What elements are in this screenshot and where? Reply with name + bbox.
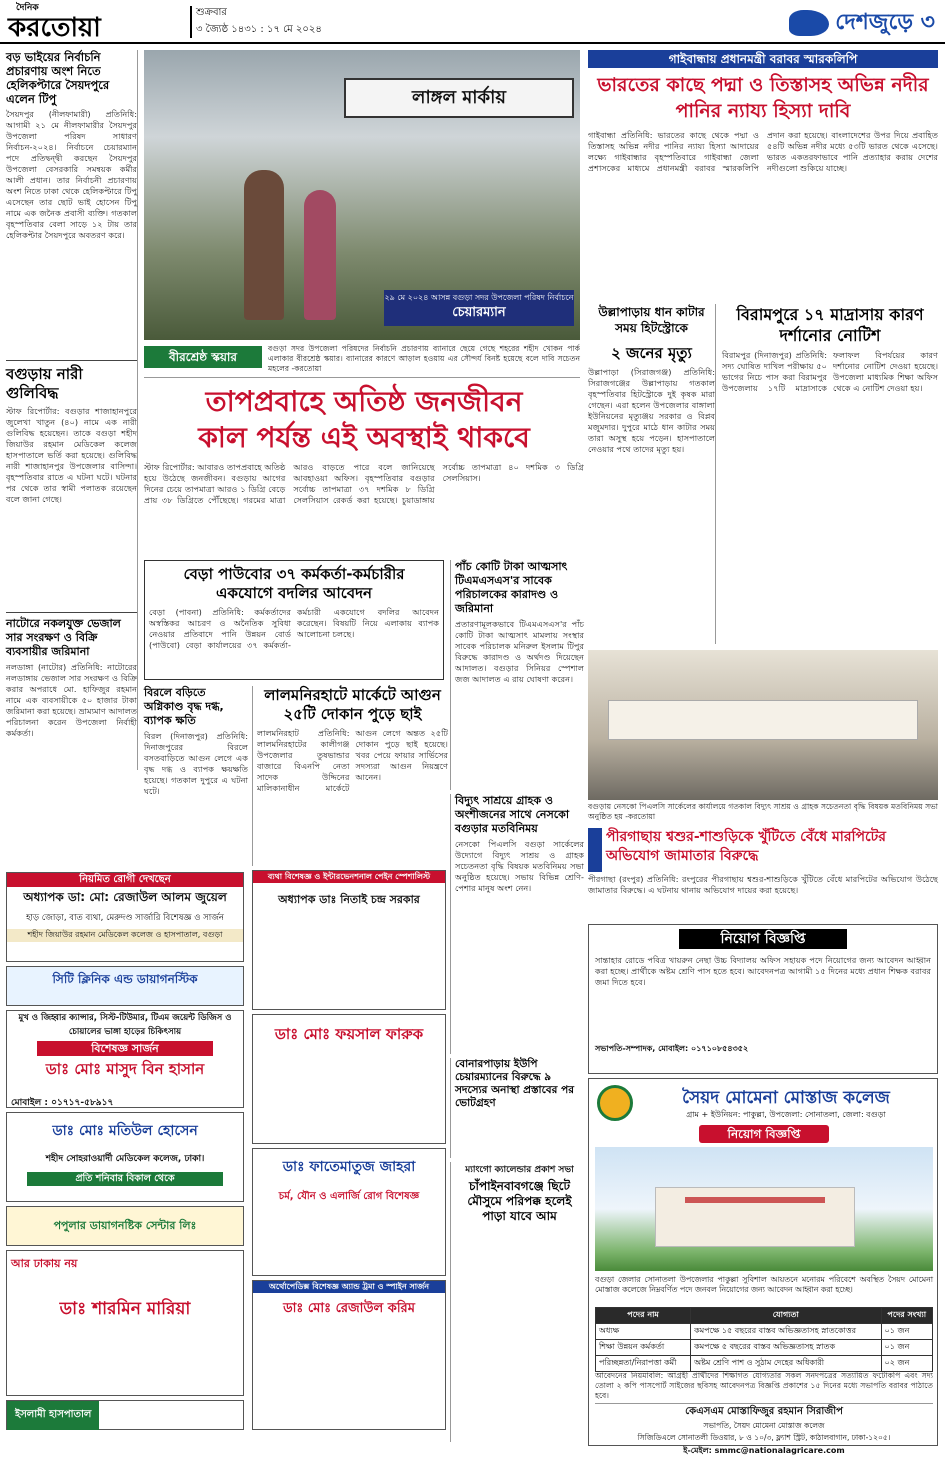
masthead-divider — [190, 6, 192, 38]
section-title: দেশজুড়ে ৩ — [835, 10, 935, 35]
tmss-headline: পাঁচ কোটি টাকা আত্মসাৎ টিএমএসএস'র সাবেক পরিচালকের কারাদণ্ড ও জরিমানা — [455, 560, 568, 615]
lalmonirhat-headline: লালমনিরহাটে মার্কেটে আগুন ২৫টি দোকান পুড়ে ছাই — [264, 686, 441, 723]
photo-caption: বগুড়া সদর উপজেলা পরিষদের নির্বাচনি প্রচারণায় ব্যানারে ছেয়ে গেছে শহরের শহীদ খোকন পার্ক এলাকার বীরশ্রেষ্ঠ স্কয়ার। ব্যানারের কারণে আড়াল হওয়ায় এর সৌন্দর্য বিনষ্ট হয়েছে বলে দাবি সচেতন মহলের -করতোয়া — [268, 344, 580, 373]
signer-address: সিজিডিএলে সোনাতলী ডিওয়ার, ৮ ও ১০/৩, ফ্ল্যাশ স্ট্রিট, কাঠালবাগান, ঢাকা-১২০৫। — [637, 1433, 891, 1442]
story-body: গাইবান্ধা প্রতিনিধি: ভারতের কাছে থেকে পদ্মা ও তিস্তাসহ অভিন্ন নদীর পানির ন্যায্য হিস্যা আদায়ের লক্ষ্যে গাইবান্ধার বৃহস্পতিবারে গাইবান্ধা জেলা প্রশাসকের মাধ্যমে প্রধানমন্ত্রী বরাবর স্মারকলিপি প্রদান করা হয়েছে। বাংলাদেশের উপর দিয়ে প্রবাহিত ৫৪টি অভিন্ন নদীর মধ্যে ৫৩টি ভারত থেকে এসেছে। ভারত একতরফাভাবে পানি প্রত্যাহার করায় দেশের নদীগুলো শুকিয়ে যাচ্ছে। — [588, 130, 938, 173]
pirgachha-headline: পীরগাছায় শ্বশুর-শাশুড়িকে খুঁটিতে বেঁধে মারপিটের অভিযোগ জামাতার বিরুদ্ধে — [606, 829, 887, 864]
ad-doctor-sharmin — [6, 1250, 244, 1396]
ad-college-recruitment — [588, 1078, 938, 1455]
brand-small: দৈনিক — [16, 3, 39, 13]
photo-banner: লাঙ্গল মার্কায় — [344, 78, 574, 118]
story-kicker: গাইবান্ধায় প্রধানমন্ত্রী বরাবর স্মারকলিপি — [588, 50, 938, 68]
recruitment-contact: সভাপতি-সম্পাদক, মোবাইল: ০১৭১০৮৫৪৩৫২ — [595, 1044, 749, 1053]
caption-tag: বীরশ্রেষ্ঠ স্কয়ার — [144, 346, 262, 368]
ad-doctor-nitai — [252, 870, 446, 1010]
ullapara-body: উল্লাপাড়া (সিরাজগঞ্জ) প্রতিনিধি: সিরাজগঞ্জের উল্লাপাড়ায় গতকাল বৃহস্পতিবার হিটস্ট্রোকে দুই কৃষক মারা গেছেন। এরা হলেন উপজেলার বাঙ্গালা ইউনিয়নের মৃত্যুঞ্জয় সরকার ও বিপ্লব মজুমদার। দুপুরে মাঠে ধান কাটার সময় তারা অসুস্থ হয়ে পড়েন। হাসপাতালে নেওয়ার পথে তাদের মৃত্যু হয়। — [588, 367, 715, 454]
nesco-story — [450, 794, 584, 1054]
birampur-body: বিরামপুর (দিনাজপুর) প্রতিনিধি: সদ্য ঘোষিত দাখিল পরীক্ষায় ৫০ ভাগের নিচে পাস করা বিরামপুর উপজেলায় ১৭টি মাদ্রাসাকে ফলাফল বিপর্যয়ের কারণ দর্শানোর নোটিশ দেওয়া হয়েছে। উপজেলা মাধ্যমিক শিক্ষা অফিস থেকে এ নোটিশ দেওয়া হয়। — [722, 350, 938, 393]
ad-center-name: পপুলার ডায়াগনষ্টিক সেন্টার লিঃ — [53, 1219, 197, 1232]
ad-doctor-faisal — [252, 1014, 446, 1144]
college-building-illustration — [595, 1147, 933, 1271]
ad-hospital-name: ইসলামী হাসপাতাল — [7, 1401, 99, 1430]
ad-islami-hospital — [6, 1400, 244, 1430]
ad-hospital: শহীদ জিয়াউর রহমান মেডিকেল কলেজ ও হাসপাতাল, বগুড়া — [7, 929, 243, 942]
story-natore-headline: নাটোরে নকলযুক্ত ভেজাল সার সংরক্ষণ ও বিক্রি ব্যবসায়ীর জরিমানা — [6, 617, 121, 658]
birampur-story — [722, 304, 938, 644]
table-cell: অধ্যক্ষ — [596, 1324, 691, 1340]
ad-specialty: চর্ম, যৌন ও এলার্জি রোগ বিশেষজ্ঞ — [278, 1191, 420, 1202]
story-bogura-woman-body: স্টাফ রিপোর্টার: বগুড়ার শাজাহানপুরে জুলেখা খাতুন (৪০) নামে এক নারী গুলিবিদ্ধ হয়েছেন। তাকে বগুড়া শহীদ জিয়াউর রহমান মেডিকেল কলেজ হাসপাতালে ভর্তি করা হয়েছে। গুলিবিদ্ধ নারী শাজাহানপুর উপজেলার বাসিন্দা। বৃহস্পতিবার রাতে এ ঘটনা ঘটে। ঘটনার পর থেকে তার স্বামী পলাতক রয়েছেন বলে জানা গেছে। — [6, 406, 137, 504]
table-row — [596, 1324, 933, 1340]
ad-doctor-name: ডাঃ মোঃ মাসুদ বিন হাসান — [45, 1060, 205, 1078]
ad-doctor-name: ডাঃ মোঃ ফয়সাল ফারুক — [274, 1025, 424, 1043]
ad-doctor-motiul — [6, 1112, 244, 1202]
ad-popular-diagnostic — [6, 1206, 244, 1246]
lalmonirhat-body: লালমনিরহাট প্রতিনিধি: লালমনিরহাটের কালীগঞ্জ উপজেলার তুষভান্ডার বাজারে বিএনপি নেতা সাদেক উদ্দিনের মালিকানাধীন মার্কেটে আগুন লেগে অন্তত ২৫টি দোকান পুড়ে ছাই হয়েছে। খবর পেয়ে ফায়ার সার্ভিসের সদস্যরা আগুন নিয়ন্ত্রণে আনেন। — [257, 728, 448, 793]
recruitment-title: নিয়োগ বিজ্ঞপ্তি — [679, 929, 847, 949]
lead-story-body: স্টাফ রিপোর্টার: আবারও তাপপ্রবাহে অতিষ্ঠ হয়ে উঠেছে জনজীবন। বগুড়ায় আগের দিনের চেয়ে তাপমাত্রা আরও ১ ডিগ্রি বেড়ে প্রায় ৩৮ ডিগ্রিতে পৌঁছেছে। গরমের মাত্রা আরও বাড়তে পারে বলে জানিয়েছে আবহাওয়া অফিস। বৃহস্পতিবার বগুড়ার সর্বোচ্চ তাপমাত্রা ৩৭ দশমিক ৮ ডিগ্রি সেলসিয়াস রেকর্ড করা হয়েছে। চুয়াডাঙ্গায় সর্বোচ্চ তাপমাত্রা ৪০ দশমিক ৩ ডিগ্রি সেলসিয়াস। — [144, 462, 584, 505]
college-signature — [595, 1403, 933, 1455]
table-cell: অষ্টম শ্রেণি পাশ ও সুঠাম দেহের অধিকারী — [691, 1356, 881, 1372]
biral-headline: বিরলে বড়িতে অগ্নিকাণ্ড বৃদ্ধ দগ্ধ, ব্যাপক ক্ষতি — [144, 686, 224, 727]
mango-story — [450, 1162, 584, 1442]
right-top-story — [588, 50, 938, 300]
newspaper-logo — [8, 3, 188, 41]
story-accent — [588, 828, 602, 872]
building — [655, 1187, 855, 1247]
ullapara-headline-2: ২ জনের মৃত্যু — [611, 344, 692, 362]
ad-city-clinic — [6, 966, 244, 1006]
date-label: ৩ জ্যৈষ্ঠ ১৪৩১ : ১৭ মে ২০২৪ — [196, 24, 322, 35]
ad-doctor-masud — [6, 1010, 244, 1108]
story-tipu-body: সৈয়দপুর (নীলফামারী) প্রতিনিধি: আগামী ২১ মে নীলফামারীর সৈয়দপুর উপজেলা পরিষদ সাধারণ নির্বাচন-২০২৪। নির্বাচনে চেয়ারম্যান পদে প্রতিদ্বন্দ্বী করছেন সৈয়দপুর উপজেলা বেসরকারি সমন্বয়ক কর্মীর আলী প্রধান। তার নির্বাচনী প্রচারণায় অংশ নিতে ঢাকা থেকে হেলিকপ্টারে টিপু এসেছেন তার ছোট ভাই হোসেন টিপু নামে এক জনৈক প্রবাসী ব্যক্তি। গতকাল বৃহস্পতিবার বেলা সাড়ে ১২ টায় তার হেলিকপ্টার সৈয়দপুরে অবতরণ করে। — [6, 109, 137, 240]
college-tag: নিয়োগ বিজ্ঞপ্তি — [699, 1125, 829, 1143]
ad-doctor-name: ডাঃ মোঃ মতিউল হোসেন — [52, 1123, 198, 1139]
ad-doctor-name: ডাঃ মোঃ রেজাউল করিম — [283, 1301, 415, 1316]
story-bogura-woman-headline: বগুড়ায় নারী গুলিবিদ্ধ — [6, 365, 83, 402]
table-cell: কমপক্ষে ১৫ বছরের বাস্তব অভিজ্ঞতাসহ স্নাতকোত্তর — [691, 1324, 881, 1340]
recruitment-body: সান্তাহার রোডে পবিত্র খায়রুন নেছা উচ্চ বিদ্যালয় অফিস সহায়ক পদে নিয়োগের জন্য আবেদন আহ্বান করা হচ্ছে। প্রার্থীকে অষ্টম শ্রেণি পাস হতে হবে। আবেদনপত্র আগামী ১৫ দিনের মধ্যে প্রধান শিক্ষক বরাবর জমা দিতে হবে। — [595, 955, 931, 987]
main-photo — [144, 50, 580, 340]
mango-kicker: ম্যাংগো ক্যালেন্ডার প্রকাশ সভা — [465, 1165, 574, 1175]
ad-tagline: আর ঢাকায় নয় — [11, 1257, 78, 1270]
table-row — [596, 1340, 933, 1356]
signer-name: কেএসএম মোস্তাফিজুর রহমান সিরাজীপ — [685, 1406, 843, 1417]
meeting-photo — [588, 650, 938, 800]
meeting-table — [608, 700, 918, 740]
poster-role: চেয়ারম্যান — [452, 305, 506, 320]
pirgachha-body: পীরগাছা (রংপুর) প্রতিনিধি: রংপুরের পীরগাছায় শ্বশুর-শাশুড়িকে খুঁটিতে বেঁধে মারপিটের অভিযোগ উঠেছে জামাতার বিরুদ্ধে। এ ঘটনায় থানায় অভিযোগ দায়ের করা হয়েছে। — [588, 874, 938, 895]
table-header: পদের সংখ্যা — [881, 1308, 932, 1324]
tmss-body: প্রতারণামূলকভাবে টিএমএসএস'র পাঁচ কোটি টাকা আত্মসাৎ মামলায় সংস্থার সাবেক পরিচালক মনিরুল ইসলাম টিপুর বিরুদ্ধে কারাদণ্ড ও অর্থদণ্ড দিয়েছেন আদালত। বগুড়ার সিনিয়র স্পেশাল জজ আদালত এ রায় ঘোষণা করেন। — [455, 619, 584, 684]
table-cell: কমপক্ষে ৫ বছরের বাস্তব অভিজ্ঞতাসহ স্নাতক — [691, 1340, 881, 1356]
table-cell: ০১ জন — [881, 1340, 932, 1356]
masthead — [0, 0, 945, 44]
bonarpara-headline: বোনারপাড়ায় ইউপি চেয়ারম্যানের বিরুদ্ধে ৯ সদস্যের অনাস্থা প্রস্তাবের পর ভোটগ্রহণ — [455, 1058, 574, 1109]
bera-story — [144, 560, 444, 680]
nesco-body: নেসকো পিএলসি বগুড়া সার্কেলের উদ্যোগে বিদ্যুৎ সাশ্রয় ও গ্রাহক সচেতনতা বৃদ্ধি বিষয়ক মতবিনিময় সভা অনুষ্ঠিত হয়েছে। সভায় বিভিন্ন শ্রেণি-পেশার মানুষ অংশ নেন। — [455, 839, 584, 893]
table-cell: পরিচ্ছন্নতা/নিরাপত্তা কর্মী — [596, 1356, 691, 1372]
ad-tagline: অর্থোপেডিক্স বিশেষজ্ঞ অ্যান্ড ট্রমা ও স্পাইন সার্জন — [253, 1281, 445, 1293]
story-natore-body: নলডাঙ্গা (নাটোর) প্রতিনিধি: নাটোরের নলডাঙ্গায় ভেজাল সার সংরক্ষণ ও বিক্রি করার অপরাধে মো. হাফিজুর রহমান নামে এক ব্যবসায়ীকে ৫০ হাজার টাকা জরিমানা করা হয়েছে। ভ্রাম্যমাণ আদালত পরিচালনা করেন উপজেলা নির্বাহী কর্মকর্তা। — [6, 662, 137, 738]
ad-phone: মোবাইল : ০১৭১৭-৫৮৯১৭ — [11, 1098, 114, 1108]
college-posts-table — [595, 1307, 933, 1372]
birampur-headline: বিরামপুরে ১৭ মাদ্রাসায় কারণ দর্শানোর নোটিশ — [736, 305, 924, 345]
dateline — [196, 4, 396, 40]
ad-doctor-fatema — [252, 1148, 446, 1276]
building-stripe — [685, 1197, 825, 1203]
ad-doctor-name: ডাঃ শারমিন মারিয়া — [59, 1299, 191, 1319]
photo-person — [304, 190, 336, 320]
ad-clinic-name: সিটি ক্লিনিক এন্ড ডায়াগনস্টিক — [52, 972, 198, 986]
ullapara-headline-1: উল্লাপাড়ায় ধান কাটার সময় হিটস্ট্রোকে — [598, 305, 705, 335]
bonarpara-story — [450, 1058, 584, 1158]
biral-story — [144, 686, 248, 866]
table-row — [596, 1356, 933, 1372]
photo-person — [244, 170, 284, 320]
story-headline: ভারতের কাছে পদ্মা ও তিস্তাসহ অভিন্ন নদীর পানির ন্যায্য হিস্যা দাবি — [597, 74, 929, 122]
college-logo — [597, 1085, 633, 1121]
pirgachha-story — [588, 828, 938, 918]
table-cell: ০২ জন — [881, 1356, 932, 1372]
ad-specialty: হাড় জোড়া, বাত ব্যথা, মেরুদণ্ড সার্জারি বিশেষজ্ঞ ও সার্জন — [26, 913, 224, 923]
bera-body: বেড়া (পাবনা) প্রতিনিধি: কর্মকর্তাদের অস্বস্তিকর আচরণ ও অনৈতিক সুবিধা নেওয়ার প্রতিবাদে পানি উন্নয়ন বোর্ড (পাউবো) বেড়া কার্যালয়ের ৩৭ কর্মকর্তা-কর্মচারী একযোগে বদলির আবেদন করেছেন। বিষয়টি নিয়ে এলাকায় ব্যাপক আলোচনা চলছে। — [149, 607, 439, 650]
table-header: যোগ্যতা — [691, 1308, 881, 1324]
lalmonirhat-story — [252, 686, 448, 866]
lead-headline — [144, 384, 584, 458]
bangladesh-map-icon — [789, 10, 829, 36]
mango-headline: চাঁপাইনবাবগঞ্জে ছিটে মৌসুমে পরিপক্ক হলেই পাড়া যাবে আম — [467, 1179, 572, 1223]
table-header: পদের নাম — [596, 1308, 691, 1324]
ad-hospital: শহীদ সোহরাওয়ার্দী মেডিকেল কলেজ, ঢাকা। — [45, 1154, 205, 1164]
signer-email: ই-মেইল: smmc@nationalagricare.com — [683, 1446, 845, 1455]
bera-headline-2: একযোগে বদলির আবেদন — [216, 584, 372, 602]
college-intro: বগুড়া জেলার সোনাতলা উপজেলার পাকুল্লা সুবিশাল আয়তনে মনোরম পরিবেশে অবস্থিত সৈয়দ মোমেনা মোস্তাজ কলেজে নিম্নবর্ণিত পদে জনবল নিয়োগের জন্য আবেদন আহ্বান করা হচ্ছে। — [595, 1275, 933, 1294]
ad-tagline: মুখ ও জিহ্বার ক্যান্সার, সিস্ট-টিউমার, টিএম জয়েন্ট ডিজিস ও চোয়ালের ভাঙ্গা হাড়ের চিকিৎসায় — [18, 1013, 232, 1037]
table-cell: শিক্ষা উন্নয়ন কর্মকর্তা — [596, 1340, 691, 1356]
poster-line: ২৯ মে ২০২৪ আসন্ন বগুড়া সদর উপজেলা পরিষদ নির্বাচনে — [384, 293, 574, 302]
ad-recruitment-school — [588, 924, 938, 1074]
ad-doctor-rezaul-alam — [6, 872, 244, 962]
day-label: শুক্রবার — [196, 7, 227, 18]
nesco-headline: বিদ্যুৎ সাশ্রয়ে গ্রাহক ও অংশীজনের সাথে নেসকো বগুড়ার মতবিনিময় — [455, 794, 570, 835]
college-address: গ্রাম + ইউনিয়ন: পাকুল্লা, উপজেলা: সোনাতলা, জেলা: বগুড়া — [686, 1110, 886, 1119]
college-apply-rules: আবেদনের নিয়মাবলি: আগ্রহী প্রার্থীদের শিক্ষাগত যোগ্যতার সকল সনদপত্রের সত্যায়িত ফটোকপি এবং সদ্য তোলা ২ কপি পাসপোর্ট সাইজের ছবিসহ আবেদনপত্র বিজ্ঞপ্তি প্রকাশের ১৫ দিনের মধ্যে সভাপতি বরাবর পাঠাতে হবে। — [595, 1371, 933, 1400]
section-logo — [735, 6, 935, 40]
ad-doctor-name: ডাঃ ফাতেমাতুজ জাহরা — [282, 1159, 416, 1175]
lead-headline-line-1: তাপপ্রবাহে অতিষ্ঠ জনজীবন — [205, 385, 523, 418]
ad-schedule: প্রতি শনিবার বিকাল থেকে — [27, 1172, 223, 1186]
photo-caption-block — [144, 344, 580, 378]
ad-specialist-label: বিশেষজ্ঞ সার্জন — [37, 1041, 213, 1056]
college-name: সৈয়দ মোমেনা মোস্তাজ কলেজ — [682, 1088, 890, 1108]
tmss-story — [450, 560, 584, 790]
biral-body: বিরল (দিনাজপুর) প্রতিনিধি: দিনাজপুরের বিরলে বসতবাড়িতে আগুন লেগে এক বৃদ্ধ দগ্ধ ও ব্যাপক ক্ষয়ক্ষতি হয়েছে। গতকাল দুপুরে এ ঘটনা ঘটে। — [144, 731, 248, 796]
ad-tagline: ব্যথা বিশেষজ্ঞ ও ইন্টারভেনশনাল পেইন স্পেশালিস্ট — [253, 871, 445, 883]
bera-headline-1: বেড়া পাউবোর ৩৭ কর্মকর্তা-কর্মচারীর — [183, 565, 405, 583]
ad-doctor-name: অধ্যাপক ডা: মো: রেজাউল আলম জুয়েল — [23, 890, 227, 904]
story-tipu-headline: বড় ভাইয়ের নির্বাচনি প্রচারণায় অংশ নিতে হেলিকপ্টারে সৈয়দপুরে এলেন টিপু — [6, 50, 110, 106]
ad-doctor-name: অধ্যাপক ডাঃ নিতাই চন্দ্র সরকার — [278, 893, 420, 906]
meeting-caption: বগুড়ায় নেসকো পিএলসি সার্কেলের কার্যালয়ে গতকাল বিদ্যুৎ সাশ্রয় ও গ্রাহক সচেতনতা বৃদ্ধি বিষয়ক মতবিনিময় সভা অনুষ্ঠিত হয় -করতোয়া — [588, 802, 938, 821]
left-column — [6, 50, 138, 770]
table-cell: ০১ জন — [881, 1324, 932, 1340]
signer-role: সভাপতি, সৈয়দ মোমেনা মোস্তাজ কলেজ — [703, 1421, 825, 1430]
brand-name: করতোয়া — [8, 13, 101, 43]
ullapara-story — [588, 304, 716, 644]
photo-poster — [384, 290, 574, 326]
ad-doctor-rezaul-karim — [252, 1280, 446, 1430]
lead-headline-line-2: কাল পর্যন্ত এই অবস্থাই থাকবে — [198, 421, 530, 454]
ad-title: নিয়মিত রোগী দেখছেন — [7, 873, 243, 887]
